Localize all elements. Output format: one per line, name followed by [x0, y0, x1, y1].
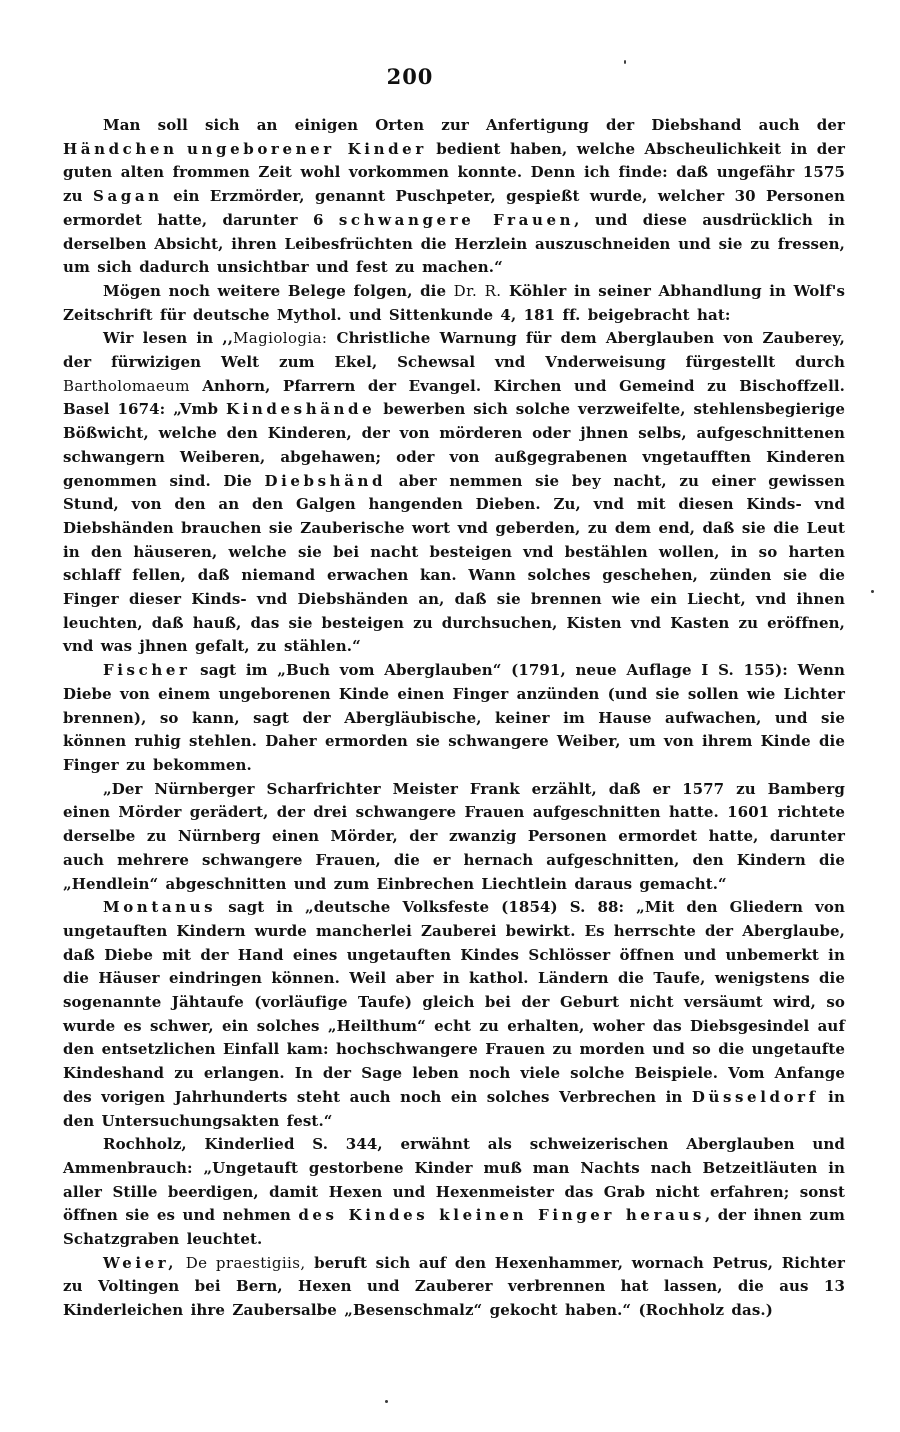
text-segment-sperr: des Kindes kleinen Finger heraus: [298, 1206, 705, 1225]
paragraph: [63, 659, 845, 778]
paragraph: [63, 778, 845, 897]
paragraph: [63, 327, 845, 659]
paragraph: [63, 1133, 845, 1252]
text-segment-fraktur: Anhorn, Pfarrern der Evangel. Kirchen und Gemeind zu Bischoffzell. Basel 1674: „Vmb: [63, 376, 845, 419]
text-segment-fraktur: , der ihnen zum Schatzgraben leuchtet.: [63, 1206, 846, 1249]
text-segment-fraktur: , und diese ausdrücklich in derselben Absicht, ihren Leibesfrüchten die Herzlein auszuschneiden und sie zu fressen, um sich dadurch unsichtbar und fest zu machen.“: [63, 210, 845, 277]
text-segment-fraktur: Christliche Warnung für dem Aberglauben von Zauberey, der fürwizigen Welt zum Ekel, Schewsal vnd Vnderweisung fürgestellt durch: [63, 329, 845, 372]
text-segment-fraktur: „Der Nürnberger Scharfrichter Meister Frank erzählt, daß er 1577 zu Bamberg einen Mörder gerädert, der drei schwangere Frauen aufgeschnitten hatte. 1601 richtete derselbe zu Nürnberg einen Mörder, der zwanzig Personen ermordet hatte, darunter auch mehrere schwangere Frauen, die er hernach aufgeschnitten, den Kindern die „Hendlein“ abgeschnitten und zum Einbrechen Liechtlein daraus gemacht.“: [63, 779, 845, 893]
paragraph: [63, 114, 845, 280]
text-segment-sperr: Sagan: [93, 187, 163, 206]
text-segment-sperr: schwangere Frauen: [338, 210, 575, 229]
scan-speck: [871, 590, 874, 593]
text-segment-fraktur: ein Erzmörder, genannt Puschpeter, gespießt wurde, welcher 30 Personen ermordet hatte, darunter 6: [63, 187, 845, 229]
text-segment-fraktur: sagt in „deutsche Volksfeste (1854) S. 88: „Mit den Gliedern von ungetauften Kindern wurde mancherlei Zauberei bewirkt. Es herrschte der Aberglaube, daß Diebe mit der Hand eines ungetauften Kindes Schlösser öffnen und unbemerkt in die Häuser eindringen können. Weil aber in kathol. Ländern die Taufe, wenigstens die sogenannte Jähtaufe (vorläufige Taufe) gleich bei der Geburt nicht versäumt wird, so wurde es schwer, ein solches „Heilthum“ echt zu erhalten, woher das Diebsgesindel auf den entsetzlichen Einfall kam: hochschwangere Frauen zu morden und so die ungetaufte Kindeshand zu erlangen. In der Sage leben noch viele solche Beispiele. Vom Anfange des vorigen Jahrhunderts steht auch noch ein solches Verbrechen in: [63, 898, 845, 1106]
text-segment-fraktur: beruft sich auf den Hexenhammer, wornach Petrus, Richter zu Voltingen bei Bern, Hexen und Zauberer verbrennen hat lassen, die aus 13 Kinderleichen ihre Zaubersalbe „Besenschmalz“ gekocht haben.“ (Rochholz das.): [63, 1253, 845, 1320]
text-segment-fraktur: bedient haben, welche Abscheulichkeit in der guten alten frommen Zeit wohl vorkommen konnte. Denn ich finde: daß ungefähr 1575 zu: [63, 139, 845, 206]
text-block: [63, 114, 845, 1323]
text-segment-antiqua: Magiologia:: [233, 329, 328, 348]
text-segment-sperr: Diebshänd: [264, 471, 387, 490]
text-segment-fraktur: Köhler in seiner Abhandlung in Wolf's Zeitschrift für deutsche Mythol. und Sittenkunde 4, 181 ff. beigebracht hat:: [63, 281, 845, 324]
text-segment-sperr: Kindeshände: [225, 400, 376, 419]
scan-speck: [385, 1400, 388, 1403]
text-segment-fraktur: bewerben sich solche verzweifelte, stehlensbegierige Bößwicht, welche den Kinderen, der von mörderen oder jhnen selbs, aufgeschnittenen schwangern Weiberen, abgehawen; oder von außgegrabenen vngetaufften Kinderen genommen sind. Die: [63, 400, 845, 490]
text-segment-sperr: Händchen: [63, 139, 178, 158]
page-number: 200: [386, 64, 434, 89]
text-segment-fraktur: [178, 140, 187, 158]
text-segment-sperr: Montanus: [103, 898, 217, 917]
text-segment-fraktur: Wir lesen in ,,: [103, 329, 234, 348]
text-segment-antiqua: Dr. R.: [453, 281, 502, 300]
text-segment-fraktur: sagt im „Buch vom Aberglauben“ (1791, neue Auflage I S. 155): Wenn Diebe von einem ungeborenen Kinde einen Finger anzünden (und sie sollen wie Lichter brennen), so kann, sagt der Abergläubische, keiner im Hause aufwachen, und sie können ruhig stehlen. Daher ermorden sie schwangere Weiber, um von ihrem Kinde die Finger zu bekommen.: [63, 661, 845, 774]
text-segment-sperr: ungeborener Kinder: [187, 139, 427, 158]
text-segment-sperr: Düsseldorf: [691, 1087, 819, 1106]
text-segment-fraktur: in den Untersuchungsakten fest.“: [63, 1087, 845, 1130]
paragraph: [63, 896, 845, 1133]
text-segment-fraktur: aber nemmen sie bey nacht, zu einer gewissen Stund, von den an den Galgen hangenden Dieben. Zu, vnd mit diesen Kinds- vnd Diebshänden brauchen sie Zauberische wort vnd geberden, zu dem end, daß sie die Leut in den häuseren, welche sie bei nacht besteigen vnd bestählen wollen, in so harten schlaff fellen, daß niemand erwachen kan. Wann solches geschehen, zünden sie die Finger dieser Kinds- vnd Diebshänden an, daß sie brennen wie ein Liecht, vnd ihnen leuchten, daß hauß, das sie besteigen zu durchsuchen, Kisten vnd Kasten zu eröffnen, vnd was jhnen gefalt, zu stählen.“: [63, 471, 845, 656]
text-segment-antiqua: De praestigiis,: [185, 1253, 306, 1272]
text-segment-fraktur: Rochholz, Kinderlied S. 344, erwähnt als schweizerischen Aberglauben und Ammenbrauch: „Ungetauft gestorbene Kinder muß man Nachts nach Betzeitläuten in aller Stille beerdigen, damit Hexen und Hexenmeister das Grab nicht erfahren; sonst öffnen sie es und nehmen: [63, 1135, 845, 1225]
text-segment-fraktur: [177, 1254, 186, 1272]
text-segment-fraktur: Mögen noch weitere Belege folgen, die: [103, 281, 454, 300]
text-segment-sperr: Weier,: [103, 1253, 178, 1272]
text-segment-sperr: Fischer: [103, 661, 191, 680]
paragraph: [63, 280, 845, 327]
scan-speck: [624, 60, 626, 64]
paragraph: [63, 1252, 845, 1323]
text-segment-fraktur: Man soll sich an einigen Orten zur Anfertigung der Diebshand auch der: [103, 116, 845, 134]
text-segment-antiqua: Bartholomaeum: [63, 376, 190, 395]
